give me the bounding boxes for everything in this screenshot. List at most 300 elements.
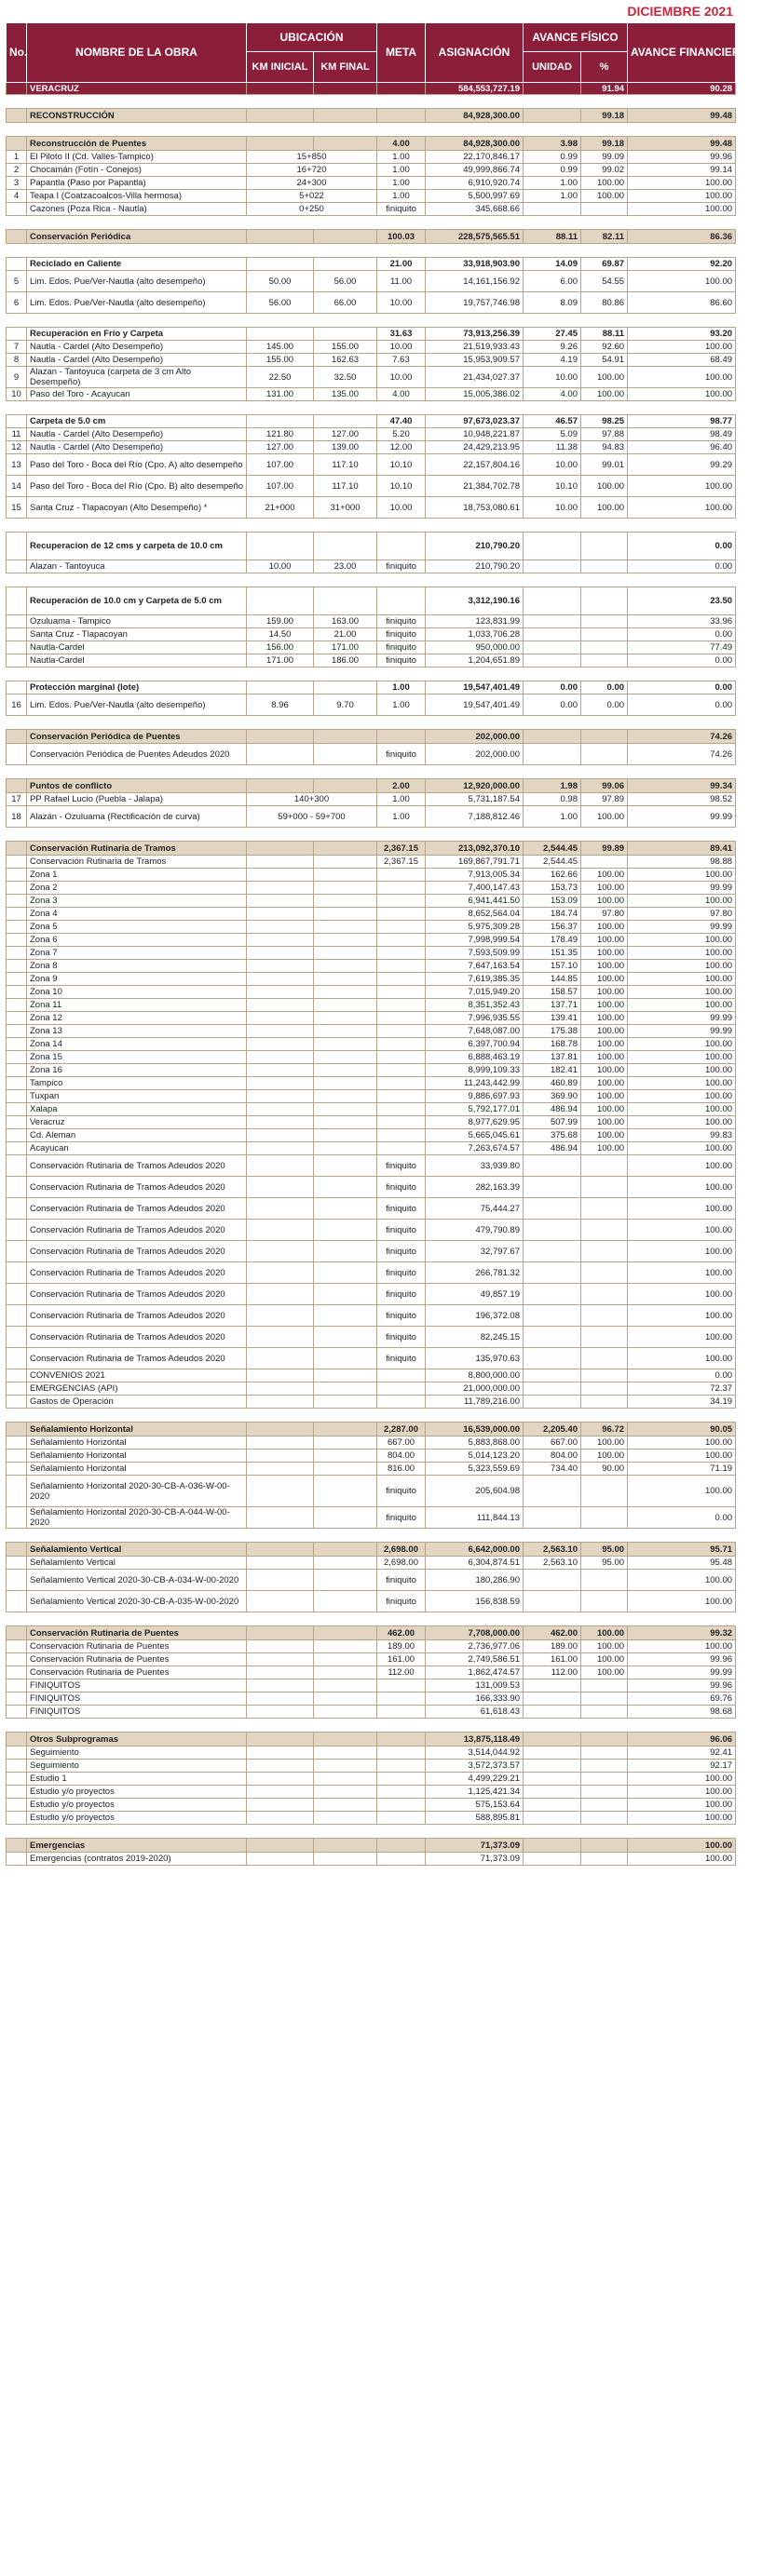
cell-unidad: 10.10 — [524, 476, 581, 497]
cell-asignacion: 166,333.90 — [426, 1693, 524, 1706]
spacer-row — [7, 828, 736, 842]
cell-no — [7, 1051, 27, 1064]
cell-pct — [581, 1570, 628, 1591]
col-obra: NOMBRE DE LA OBRA — [27, 23, 247, 83]
cell-km-final — [314, 668, 377, 681]
cell-meta: 189.00 — [377, 1640, 426, 1653]
cell-unidad — [524, 95, 581, 109]
cell-pct — [581, 560, 628, 573]
cell-asignacion: 14,161,156.92 — [426, 271, 524, 292]
spacer-row — [7, 519, 736, 533]
cell-unidad: 507.99 — [524, 1116, 581, 1129]
cell-km-final: 162.63 — [314, 354, 377, 367]
cell-km-final — [314, 137, 377, 151]
cell-meta — [377, 401, 426, 415]
cell-unidad: 8.09 — [524, 292, 581, 314]
table-row — [7, 1327, 736, 1348]
cell-financiero — [628, 519, 736, 533]
cell-meta — [377, 1747, 426, 1760]
cell-unidad — [524, 1591, 581, 1612]
cell-financiero: 0.00 — [628, 560, 736, 573]
cell-no — [7, 519, 27, 533]
cell-meta: 804.00 — [377, 1450, 426, 1463]
cell-km-final — [314, 1382, 377, 1396]
cell-asignacion: 950,000.00 — [426, 641, 524, 654]
cell-meta: 4.00 — [377, 137, 426, 151]
section-row — [7, 730, 736, 744]
cell-obra: Tampico — [27, 1077, 247, 1090]
cell-meta: 12.00 — [377, 441, 426, 454]
cell-km-inicial — [247, 1241, 314, 1262]
cell-pct — [581, 1760, 628, 1773]
cell-obra: Conservación Rutinaria de Tramos Adeudos 2020 — [27, 1348, 247, 1369]
cell-no — [7, 1369, 27, 1382]
cell-financiero: 99.96 — [628, 1653, 736, 1666]
cell-km-inicial: 59+000 - 59+700 — [247, 806, 377, 828]
cell-no — [7, 842, 27, 856]
cell-asignacion: 73,913,256.39 — [426, 328, 524, 341]
cell-pct — [581, 1529, 628, 1543]
spacer-row — [7, 244, 736, 258]
cell-no — [7, 1653, 27, 1666]
cell-obra: RECONSTRUCCIÓN — [27, 109, 247, 123]
cell-obra: Zona 2 — [27, 882, 247, 895]
cell-obra: Conservación Rutinaria de Tramos Adeudos 2020 — [27, 1327, 247, 1348]
cell-pct: 100.00 — [581, 497, 628, 519]
cell-km-final — [314, 109, 377, 123]
cell-financiero: 98.88 — [628, 856, 736, 869]
spacer-row — [7, 765, 736, 779]
cell-financiero: 0.00 — [628, 654, 736, 668]
cell-km-inicial — [247, 1025, 314, 1038]
cell-asignacion: 33,939.80 — [426, 1155, 524, 1177]
cell-financiero: 100.00 — [628, 1570, 736, 1591]
cell-km-inicial — [247, 668, 314, 681]
cell-asignacion: 11,243,442.99 — [426, 1077, 524, 1090]
cell-no: 2 — [7, 164, 27, 177]
spacer-row — [7, 401, 736, 415]
cell-km-final — [314, 1570, 377, 1591]
cell-unidad — [524, 1476, 581, 1507]
cell-no — [7, 1799, 27, 1812]
cell-pct: 100.00 — [581, 1142, 628, 1155]
cell-asignacion — [426, 828, 524, 842]
cell-obra: Señalamiento Vertical — [27, 1557, 247, 1570]
cell-financiero: 86.60 — [628, 292, 736, 314]
cell-pct — [581, 1591, 628, 1612]
cell-asignacion: 1,033,706.28 — [426, 628, 524, 641]
cell-financiero — [628, 401, 736, 415]
cell-pct: 100.00 — [581, 1090, 628, 1103]
cell-km-inicial: 127.00 — [247, 441, 314, 454]
table-row — [7, 1077, 736, 1090]
cell-km-final — [314, 1825, 377, 1839]
table-row — [7, 1103, 736, 1116]
table-row — [7, 1666, 736, 1679]
cell-pct: 100.00 — [581, 986, 628, 999]
cell-pct — [581, 765, 628, 779]
cell-km-final: 135.00 — [314, 388, 377, 401]
cell-financiero: 99.29 — [628, 454, 736, 476]
cell-meta: finiquito — [377, 1177, 426, 1198]
cell-financiero: 100.00 — [628, 388, 736, 401]
cell-pct — [581, 1305, 628, 1327]
cell-asignacion — [426, 123, 524, 137]
cell-km-inicial — [247, 1760, 314, 1773]
cell-financiero: 90.05 — [628, 1423, 736, 1436]
cell-km-inicial — [247, 1543, 314, 1557]
cell-asignacion: 123,831.99 — [426, 615, 524, 628]
cell-km-final — [314, 1812, 377, 1825]
cell-pct: 99.02 — [581, 164, 628, 177]
cell-unidad: 734.40 — [524, 1463, 581, 1476]
cell-obra: Alazan - Tantoyuca (carpeta de 3 cm Alto Desempeño) — [27, 367, 247, 388]
cell-obra — [27, 244, 247, 258]
cell-no — [7, 1463, 27, 1476]
cell-financiero — [628, 1719, 736, 1733]
cell-pct: 80.86 — [581, 292, 628, 314]
cell-financiero: 98.68 — [628, 1706, 736, 1719]
cell-meta — [377, 533, 426, 560]
cell-km-inicial — [247, 1396, 314, 1409]
cell-pct — [581, 1177, 628, 1198]
cell-km-final — [314, 83, 377, 95]
section-row — [7, 1626, 736, 1640]
cell-financiero: 100.00 — [628, 177, 736, 190]
cell-no — [7, 216, 27, 230]
cell-asignacion: 169,867,791.71 — [426, 856, 524, 869]
cell-km-final — [314, 230, 377, 244]
cell-no — [7, 1396, 27, 1409]
cell-no — [7, 1116, 27, 1129]
cell-financiero: 100.00 — [628, 973, 736, 986]
cell-km-final — [314, 216, 377, 230]
table-row — [7, 1155, 736, 1177]
cell-financiero: 100.00 — [628, 203, 736, 216]
cell-obra — [27, 95, 247, 109]
table-row — [7, 1747, 736, 1760]
cell-pct — [581, 573, 628, 587]
cell-km-inicial — [247, 947, 314, 960]
cell-obra: Zona 6 — [27, 934, 247, 947]
cell-unidad — [524, 1853, 581, 1866]
cell-obra: Zona 16 — [27, 1064, 247, 1077]
cell-obra: Señalamiento Horizontal — [27, 1423, 247, 1436]
cell-unidad — [524, 1382, 581, 1396]
cell-unidad: 10.00 — [524, 497, 581, 519]
cell-km-inicial: 0+250 — [247, 203, 377, 216]
cell-asignacion — [426, 95, 524, 109]
cell-km-inicial — [247, 869, 314, 882]
cell-financiero: 93.20 — [628, 328, 736, 341]
cell-pct: 100.00 — [581, 1653, 628, 1666]
cell-unidad: 1.00 — [524, 806, 581, 828]
table-row — [7, 628, 736, 641]
cell-pct: 97.89 — [581, 793, 628, 806]
cell-obra: Señalamiento Vertical 2020-30-CB-A-034-W-00-2020 — [27, 1570, 247, 1591]
cell-financiero — [628, 765, 736, 779]
table-row — [7, 454, 736, 476]
cell-asignacion: 7,998,999.54 — [426, 934, 524, 947]
cell-asignacion: 6,304,874.51 — [426, 1557, 524, 1570]
cell-financiero: 99.99 — [628, 1012, 736, 1025]
cell-km-inicial: 5+022 — [247, 190, 377, 203]
cell-financiero: 95.48 — [628, 1557, 736, 1570]
cell-obra: Zona 11 — [27, 999, 247, 1012]
cell-no — [7, 973, 27, 986]
cell-unidad — [524, 716, 581, 730]
cell-meta — [377, 1786, 426, 1799]
cell-meta: 2,367.15 — [377, 856, 426, 869]
table-row — [7, 367, 736, 388]
cell-obra: Seguimiento — [27, 1760, 247, 1773]
cell-no — [7, 1839, 27, 1853]
cell-obra: Protección marginal (lote) — [27, 681, 247, 695]
cell-financiero: 86.36 — [628, 230, 736, 244]
cell-meta — [377, 1529, 426, 1543]
cell-km-inicial — [247, 1220, 314, 1241]
cell-financiero: 90.28 — [628, 83, 736, 95]
cell-km-inicial — [247, 1327, 314, 1348]
cell-km-inicial — [247, 1051, 314, 1064]
cell-km-final — [314, 1733, 377, 1747]
cell-asignacion: 5,014,123.20 — [426, 1450, 524, 1463]
cell-unidad: 139.41 — [524, 1012, 581, 1025]
cell-no: 4 — [7, 190, 27, 203]
cell-meta — [377, 1142, 426, 1155]
cell-km-inicial — [247, 908, 314, 921]
cell-unidad — [524, 587, 581, 615]
cell-financiero: 100.00 — [628, 1198, 736, 1220]
cell-meta: 112.00 — [377, 1666, 426, 1679]
cell-unidad: 0.99 — [524, 164, 581, 177]
cell-unidad — [524, 573, 581, 587]
cell-obra: Papantla (Paso por Papantla) — [27, 177, 247, 190]
cell-km-final — [314, 1396, 377, 1409]
table-row — [7, 190, 736, 203]
cell-no — [7, 1706, 27, 1719]
cell-unidad: 157.10 — [524, 960, 581, 973]
cell-pct: 98.25 — [581, 415, 628, 428]
cell-pct: 91.94 — [581, 83, 628, 95]
cell-km-inicial — [247, 109, 314, 123]
cell-asignacion: 15,953,909.57 — [426, 354, 524, 367]
cell-km-inicial — [247, 1812, 314, 1825]
cell-pct — [581, 1284, 628, 1305]
cell-meta — [377, 1038, 426, 1051]
cell-km-final — [314, 1653, 377, 1666]
cell-financiero: 97.80 — [628, 908, 736, 921]
cell-asignacion: 8,977,629.95 — [426, 1116, 524, 1129]
cell-pct — [581, 1369, 628, 1382]
cell-obra: Estudio y/o proyectos — [27, 1812, 247, 1825]
cell-obra: Gastos de Operación — [27, 1396, 247, 1409]
cell-km-inicial — [247, 95, 314, 109]
cell-financiero: 100.00 — [628, 960, 736, 973]
cell-pct — [581, 828, 628, 842]
cell-unidad — [524, 828, 581, 842]
cell-km-final — [314, 895, 377, 908]
cell-obra — [27, 123, 247, 137]
cell-km-final — [314, 1450, 377, 1463]
cell-obra: Otros Subprogramas — [27, 1733, 247, 1747]
cell-asignacion: 584,553,727.19 — [426, 83, 524, 95]
cell-financiero: 69.76 — [628, 1693, 736, 1706]
cell-meta: finiquito — [377, 1262, 426, 1284]
cell-pct: 54.55 — [581, 271, 628, 292]
cell-pct: 100.00 — [581, 1116, 628, 1129]
cell-unidad — [524, 1348, 581, 1369]
cell-unidad: 137.81 — [524, 1051, 581, 1064]
cell-no: 8 — [7, 354, 27, 367]
cell-obra: Recuperación en Frío y Carpeta — [27, 328, 247, 341]
cell-km-inicial — [247, 1640, 314, 1653]
cell-no — [7, 258, 27, 271]
cell-km-inicial: 156.00 — [247, 641, 314, 654]
cell-km-final — [314, 1025, 377, 1038]
cell-km-inicial — [247, 573, 314, 587]
cell-km-inicial: 14.50 — [247, 628, 314, 641]
cell-financiero: 100.00 — [628, 1591, 736, 1612]
spacer-row — [7, 216, 736, 230]
cell-unidad: 804.00 — [524, 1450, 581, 1463]
cell-km-inicial: 15+850 — [247, 151, 377, 164]
table-row — [7, 1557, 736, 1570]
cell-km-inicial: 8.96 — [247, 695, 314, 716]
cell-financiero: 100.00 — [628, 934, 736, 947]
cell-km-final — [314, 828, 377, 842]
cell-km-final — [314, 716, 377, 730]
cell-unidad — [524, 668, 581, 681]
cell-pct: 100.00 — [581, 1640, 628, 1653]
cell-km-inicial — [247, 999, 314, 1012]
cell-asignacion: 19,547,401.49 — [426, 695, 524, 716]
cell-meta: 462.00 — [377, 1626, 426, 1640]
cell-obra: Emergencias (contratos 2019-2020) — [27, 1853, 247, 1866]
cell-pct: 100.00 — [581, 921, 628, 934]
cell-pct: 95.00 — [581, 1543, 628, 1557]
cell-pct — [581, 1262, 628, 1284]
cell-km-final — [314, 587, 377, 615]
cell-km-inicial — [247, 765, 314, 779]
cell-unidad — [524, 615, 581, 628]
cell-unidad: 486.94 — [524, 1142, 581, 1155]
cell-meta — [377, 730, 426, 744]
cell-financiero — [628, 216, 736, 230]
cell-unidad — [524, 1799, 581, 1812]
cell-unidad — [524, 730, 581, 744]
cell-asignacion: 4,499,229.21 — [426, 1773, 524, 1786]
cell-pct: 99.18 — [581, 137, 628, 151]
cell-km-inicial — [247, 1090, 314, 1103]
cell-km-final — [314, 1747, 377, 1760]
cell-asignacion: 9,886,697.93 — [426, 1090, 524, 1103]
cell-financiero: 0.00 — [628, 1507, 736, 1529]
cell-meta — [377, 869, 426, 882]
cell-financiero — [628, 1529, 736, 1543]
cell-pct: 100.00 — [581, 1450, 628, 1463]
cell-km-final — [314, 1786, 377, 1799]
cell-asignacion: 6,397,700.94 — [426, 1038, 524, 1051]
cell-km-final — [314, 999, 377, 1012]
table-row — [7, 560, 736, 573]
cell-financiero: 100.00 — [628, 1773, 736, 1786]
cell-unidad: 189.00 — [524, 1640, 581, 1653]
cell-asignacion — [426, 765, 524, 779]
cell-pct: 100.00 — [581, 1436, 628, 1450]
cell-km-inicial: 121.80 — [247, 428, 314, 441]
table-row — [7, 1799, 736, 1812]
table-row — [7, 1369, 736, 1382]
cell-obra — [27, 1612, 247, 1626]
cell-no — [7, 1220, 27, 1241]
cell-km-final — [314, 934, 377, 947]
cell-financiero — [628, 716, 736, 730]
cell-obra: Cazones (Poza Rica - Nautla) — [27, 203, 247, 216]
table-row — [7, 681, 736, 695]
cell-pct: 97.80 — [581, 908, 628, 921]
cell-km-final — [314, 1507, 377, 1529]
table-row — [7, 744, 736, 765]
cell-meta: 2.00 — [377, 779, 426, 793]
cell-asignacion: 1,125,421.34 — [426, 1786, 524, 1799]
cell-no — [7, 244, 27, 258]
cell-km-inicial: 16+720 — [247, 164, 377, 177]
cell-obra: Nautla-Cardel — [27, 654, 247, 668]
cell-no — [7, 615, 27, 628]
cell-unidad — [524, 560, 581, 573]
cell-meta: finiquito — [377, 1241, 426, 1262]
cell-no — [7, 1543, 27, 1557]
cell-no — [7, 1853, 27, 1866]
table-row — [7, 856, 736, 869]
cell-asignacion: 7,913,005.34 — [426, 869, 524, 882]
cell-no — [7, 641, 27, 654]
cell-unidad: 486.94 — [524, 1103, 581, 1116]
cell-pct: 100.00 — [581, 177, 628, 190]
cell-km-final — [314, 1543, 377, 1557]
cell-meta: 1.00 — [377, 151, 426, 164]
cell-no — [7, 1640, 27, 1653]
cell-km-final — [314, 1220, 377, 1241]
cell-meta: finiquito — [377, 641, 426, 654]
cell-no — [7, 828, 27, 842]
cell-meta — [377, 1369, 426, 1382]
cell-financiero: 0.00 — [628, 533, 736, 560]
cell-km-inicial — [247, 828, 314, 842]
cell-meta — [377, 314, 426, 328]
cell-financiero: 100.00 — [628, 1786, 736, 1799]
table-row — [7, 203, 736, 216]
cell-asignacion: 7,648,087.00 — [426, 1025, 524, 1038]
spacer-row — [7, 1529, 736, 1543]
cell-no: 6 — [7, 292, 27, 314]
cell-unidad: 10.00 — [524, 454, 581, 476]
cell-km-inicial — [247, 533, 314, 560]
cell-unidad — [524, 628, 581, 641]
spacer-row — [7, 1612, 736, 1626]
cell-no — [7, 856, 27, 869]
cell-financiero — [628, 314, 736, 328]
table-row — [7, 1853, 736, 1866]
cell-no — [7, 1038, 27, 1051]
cell-asignacion — [426, 314, 524, 328]
cell-unidad: 2,544.45 — [524, 856, 581, 869]
cell-km-final — [314, 1760, 377, 1773]
cell-financiero: 0.00 — [628, 681, 736, 695]
table-row — [7, 292, 736, 314]
cell-pct — [581, 1241, 628, 1262]
